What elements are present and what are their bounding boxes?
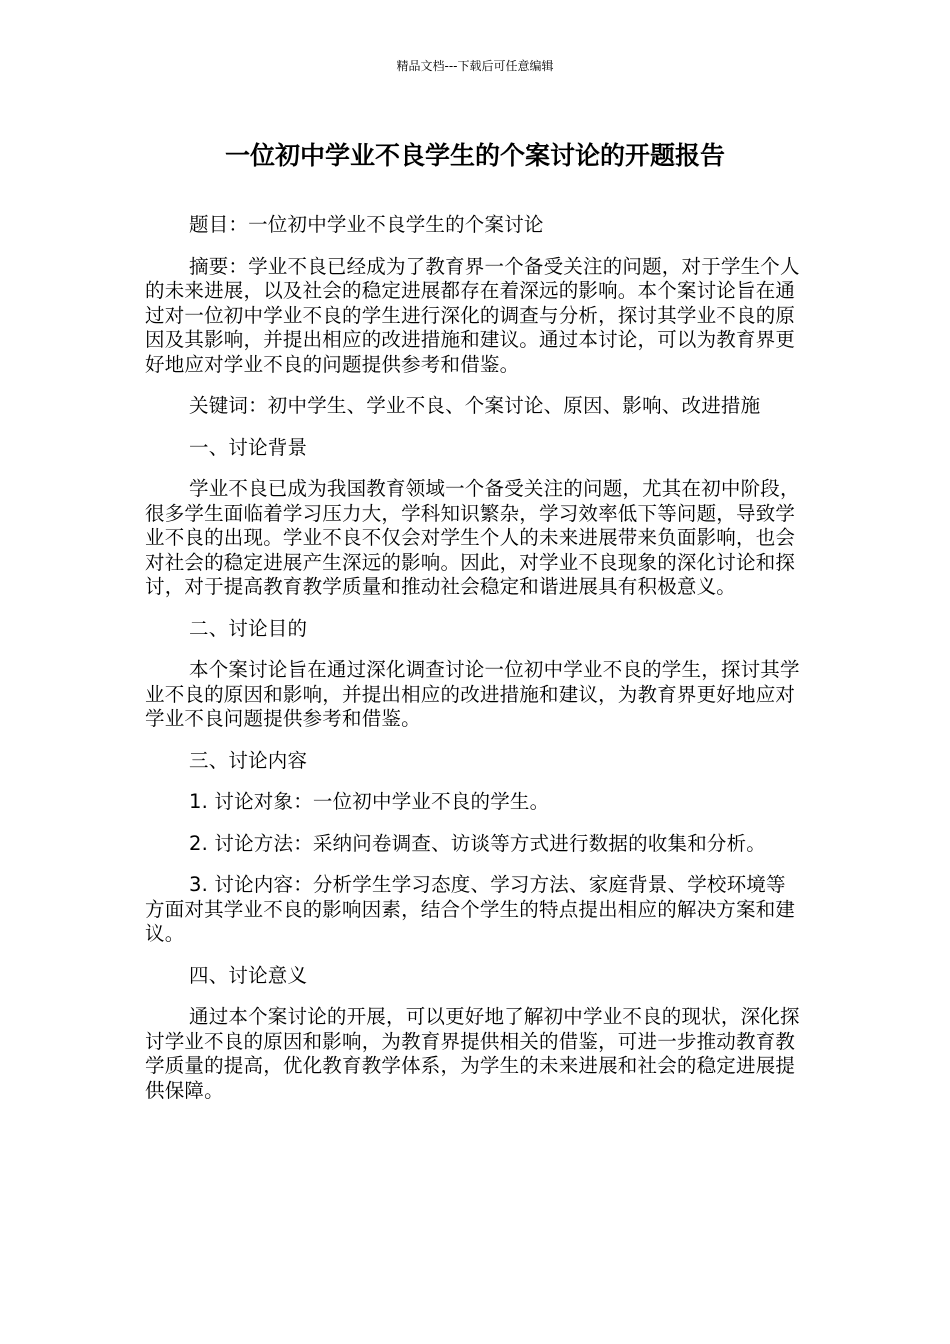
significance-paragraph: 通过本个案讨论的开展，可以更好地了解初中学业不良的现状，深化探讨学业不良的原因和影响，为教育界提供相关的借鉴，可进一步推动教育教学质量的提高，优化教育教学体系，为学生的未来进展和社会的稳定进展提供保障。 bbox=[145, 1005, 800, 1102]
document-title: 一位初中学业不良学生的个案讨论的开题报告 bbox=[224, 141, 725, 170]
content-item-subject: 1. 讨论对象：一位初中学业不良的学生。 bbox=[189, 790, 550, 813]
section-heading-significance: 四、讨论意义 bbox=[189, 963, 308, 987]
section-heading-purpose: 二、讨论目的 bbox=[189, 616, 308, 640]
background-paragraph: 学业不良已成为我国教育领域一个备受关注的问题，尤其在初中阶段，很多学生面临着学习压力大，学科知识繁杂，学习效率低下等问题，导致学业不良的出现。学业不良不仅会对学生个人的未来进展带来负面影响，也会对社会的稳定进展产生深远的影响。因此，对学业不良现象的深化讨论和探讨，对于提高教育教学质量和推动社会稳定和谐进展具有积极意义。 bbox=[145, 477, 800, 598]
content-item-analysis: 3. 讨论内容：分析学生学习态度、学习方法、家庭背景、学校环境等方面对其学业不良的影响因素，结合个学生的特点提出相应的解决方案和建议。 bbox=[145, 873, 796, 945]
section-heading-content: 三、讨论内容 bbox=[189, 748, 308, 772]
content-item-method: 2. 讨论方法：采纳问卷调查、访谈等方式进行数据的收集和分析。 bbox=[189, 831, 767, 855]
page-header-note: 精品文档---下载后可任意编辑 bbox=[396, 59, 554, 73]
keywords-line: 关键词：初中学生、学业不良、个案讨论、原因、影响、改进措施 bbox=[189, 394, 761, 417]
abstract-paragraph: 摘要：学业不良已经成为了教育界一个备受关注的问题，对于学生个人的未来进展，以及社会的稳定进展都存在着深远的影响。本个案讨论旨在通过对一位初中学业不良的学生进行深化的调查与分析，探讨其学业不良的原因及其影响，并提出相应的改进措施和建议。通过本讨论，可以为教育界更好地应对学业不良的问题提供参考和借鉴。 bbox=[145, 254, 800, 376]
purpose-paragraph: 本个案讨论旨在通过深化调查讨论一位初中学业不良的学生，探讨其学业不良的原因和影响，并提出相应的改进措施和建议，为教育界更好地应对学业不良问题提供参考和借鉴。 bbox=[145, 658, 800, 730]
document-body bbox=[145, 213, 803, 1120]
section-heading-background: 一、讨论背景 bbox=[189, 435, 308, 459]
topic-line: 题目：一位初中学业不良学生的个案讨论 bbox=[189, 213, 544, 236]
